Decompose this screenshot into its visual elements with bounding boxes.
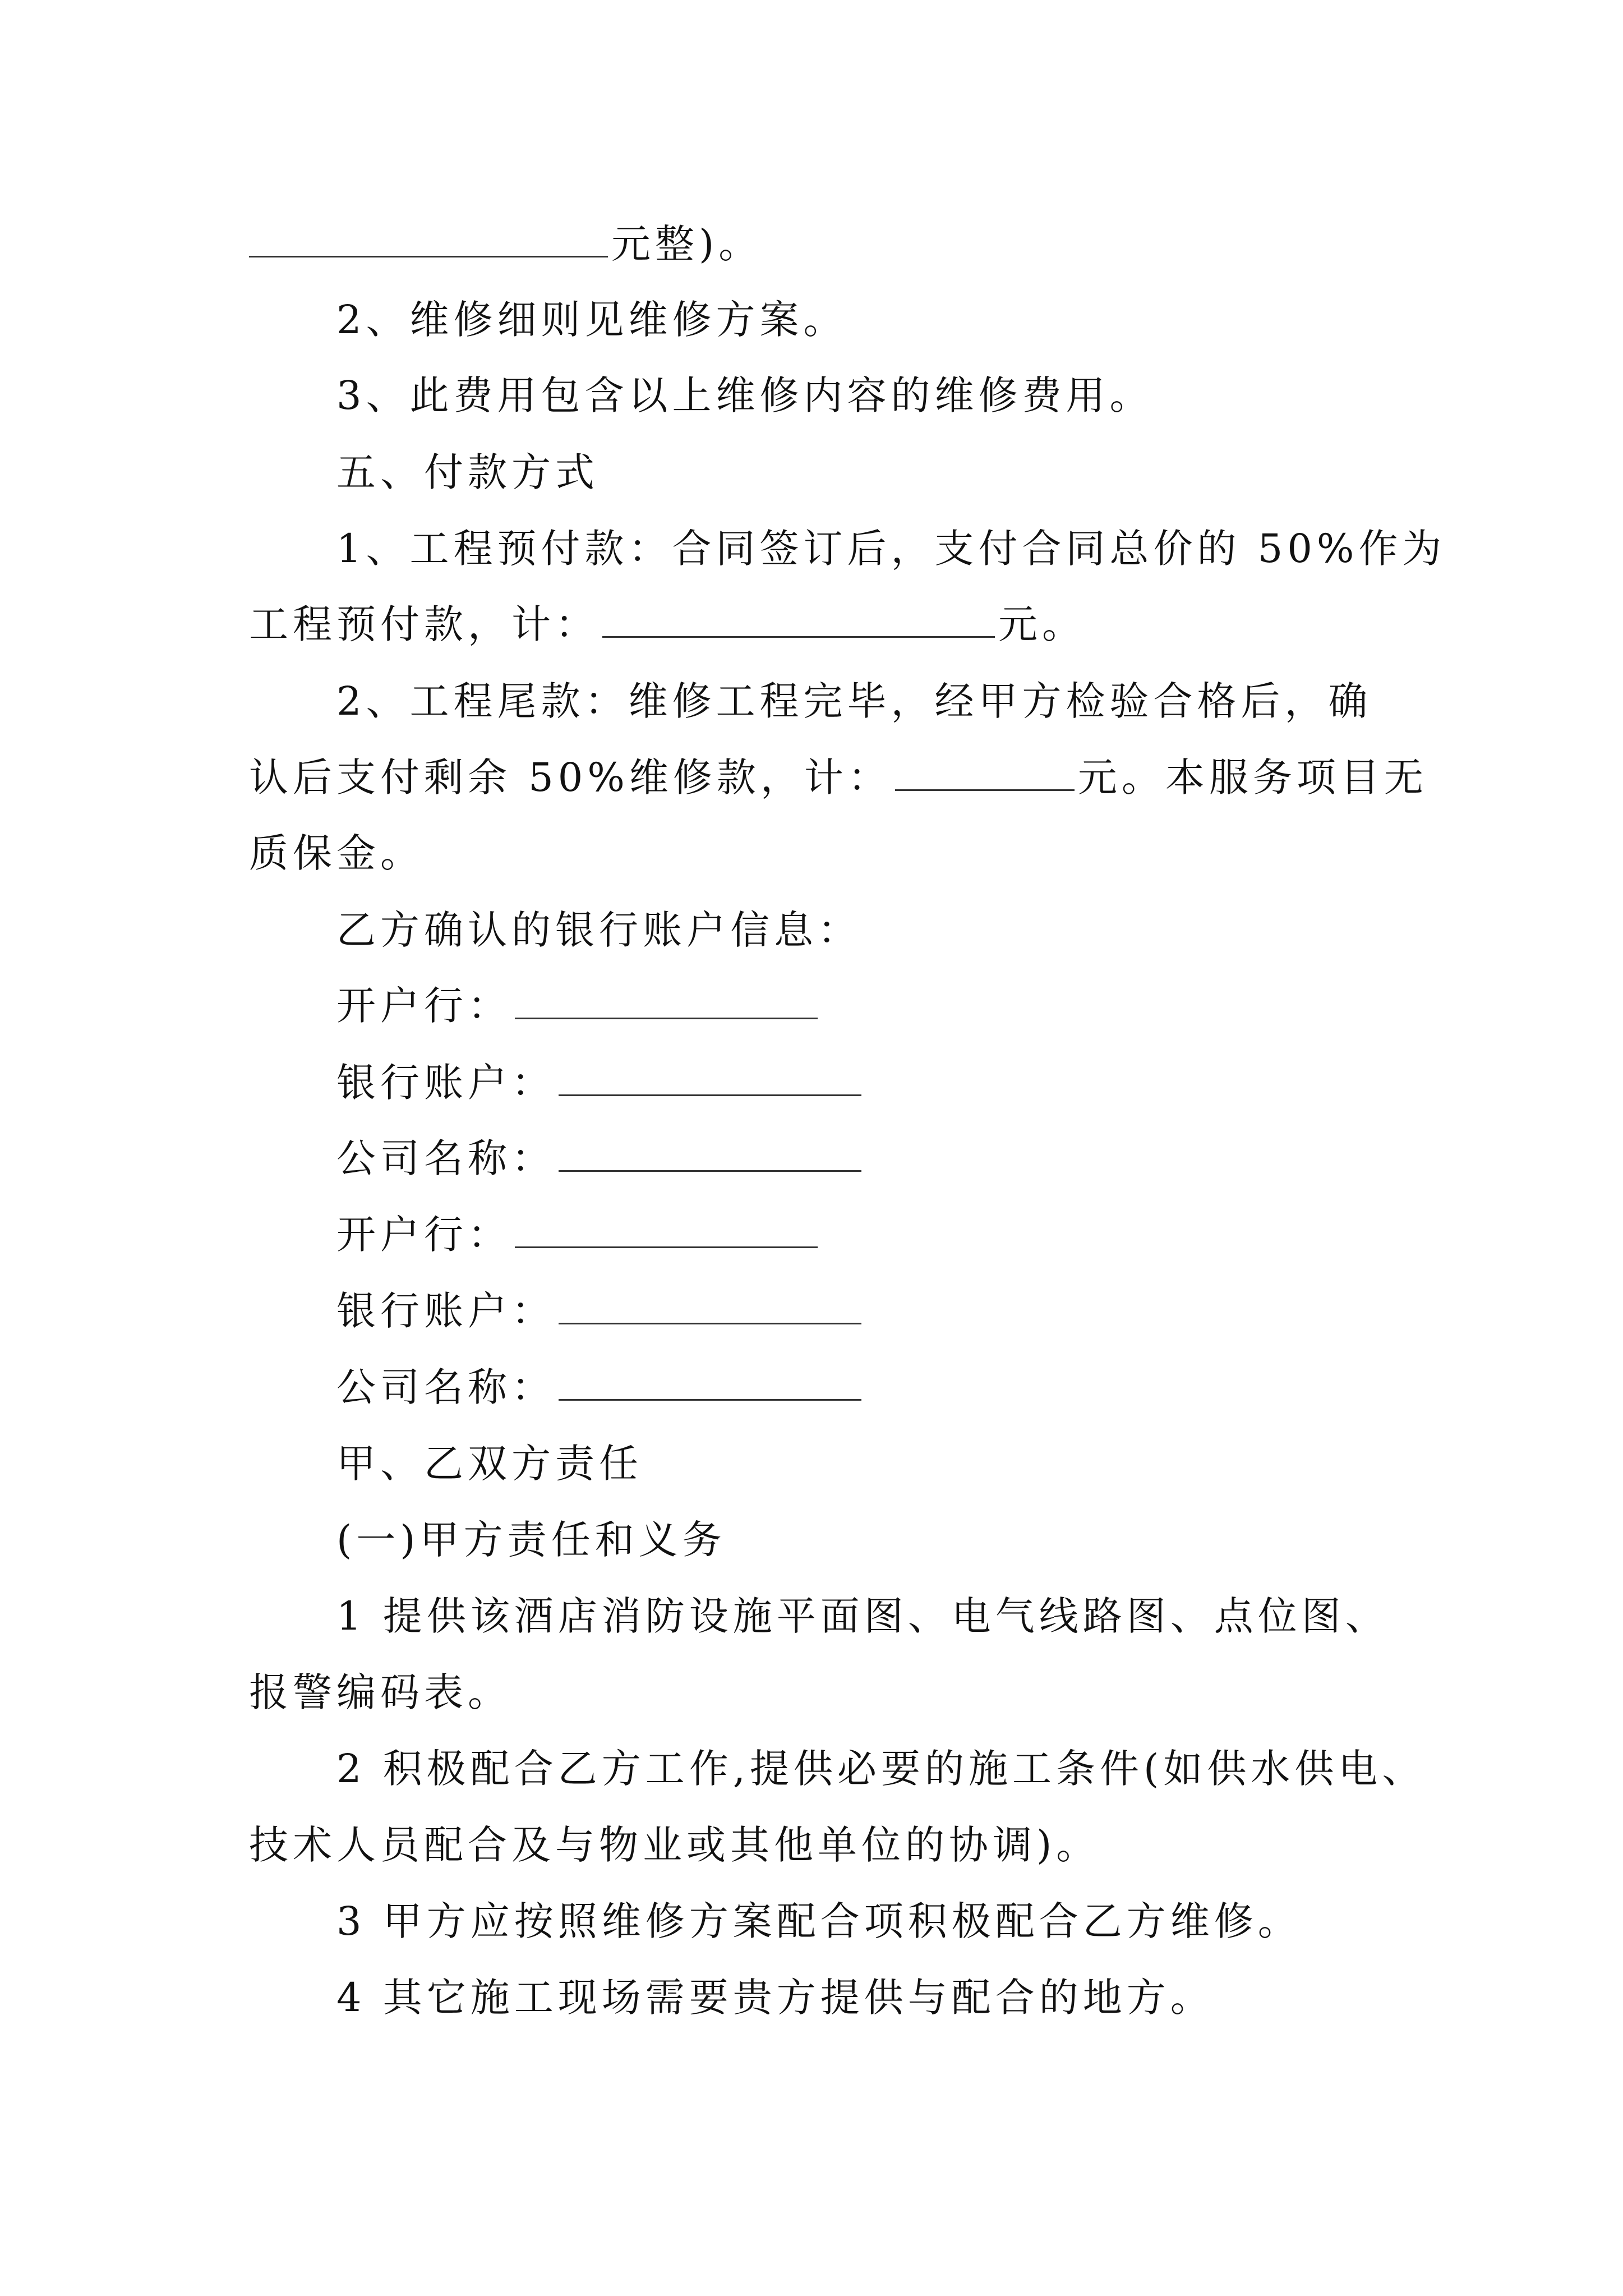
field-label: 公司名称： <box>336 1364 555 1410</box>
field-label: 银行账户： <box>336 1288 555 1334</box>
line-suffix: 元。本服务项目无 <box>1077 754 1428 800</box>
final-payment-amount-blank[interactable] <box>895 754 1075 791</box>
bank-name-blank[interactable] <box>515 983 818 1019</box>
bank-info-heading: 乙方确认的银行账户信息： <box>336 907 861 953</box>
section-heading: 五、付款方式 <box>336 449 599 495</box>
prepayment-amount-line <box>249 596 1623 652</box>
bank-account-blank[interactable] <box>559 1288 861 1324</box>
bank-name-blank[interactable] <box>515 1212 818 1248</box>
line-prefix: 认后支付剩余 50%维修款，计： <box>249 754 892 800</box>
field-label: 公司名称： <box>336 1135 555 1181</box>
paragraph-line: 3、此费用包含以上维修内容的维修费用。 <box>336 372 1154 418</box>
bank-field-line <box>336 1207 1623 1263</box>
company-name-blank[interactable] <box>559 1364 861 1401</box>
paragraph-line: 质保金。 <box>249 830 424 876</box>
bank-field-line <box>336 1283 1623 1339</box>
line-suffix: 元整)。 <box>611 221 763 267</box>
paragraph-line: 2、维修细则见维修方案。 <box>336 297 847 343</box>
company-name-blank[interactable] <box>559 1135 861 1172</box>
paragraph-line: 1、工程预付款：合同签订后，支付合同总价的 50%作为 <box>336 526 1446 572</box>
bank-field-line <box>336 1130 1623 1186</box>
line-prefix: 工程预付款，计： <box>249 601 599 647</box>
subsection-heading: (一)甲方责任和义务 <box>336 1517 726 1563</box>
bank-field-line <box>336 1055 1623 1111</box>
paragraph-line: 4 其它施工现场需要贵方提供与配合的地方。 <box>336 1975 1214 2021</box>
amount-words-blank[interactable] <box>249 221 608 257</box>
line-suffix: 元。 <box>998 601 1086 647</box>
paragraph-line: 1 提供该酒店消防设施平面图、电气线路图、点位图、 <box>336 1593 1389 1639</box>
bank-field-line <box>336 978 1623 1034</box>
final-payment-amount-line <box>249 749 1623 806</box>
bank-field-line <box>336 1359 1623 1415</box>
paragraph-line: 报警编码表。 <box>249 1669 511 1715</box>
field-label: 开户行： <box>336 983 511 1029</box>
amount-words-line <box>249 216 1623 272</box>
paragraph-line: 3 甲方应按照维修方案配合项积极配合乙方维修。 <box>336 1898 1302 1944</box>
prepayment-amount-blank[interactable] <box>602 601 995 638</box>
field-label: 银行账户： <box>336 1060 555 1106</box>
paragraph-line: 2、工程尾款：维修工程完毕，经甲方检验合格后，确 <box>336 678 1372 724</box>
field-label: 开户行： <box>336 1212 511 1258</box>
paragraph-line: 2 积极配合乙方工作,提供必要的施工条件(如供水供电、 <box>336 1746 1426 1792</box>
bank-account-blank[interactable] <box>559 1060 861 1096</box>
paragraph-line: 技术人员配合及与物业或其他单位的协调)。 <box>249 1822 1100 1868</box>
section-heading: 甲、乙双方责任 <box>336 1441 643 1487</box>
